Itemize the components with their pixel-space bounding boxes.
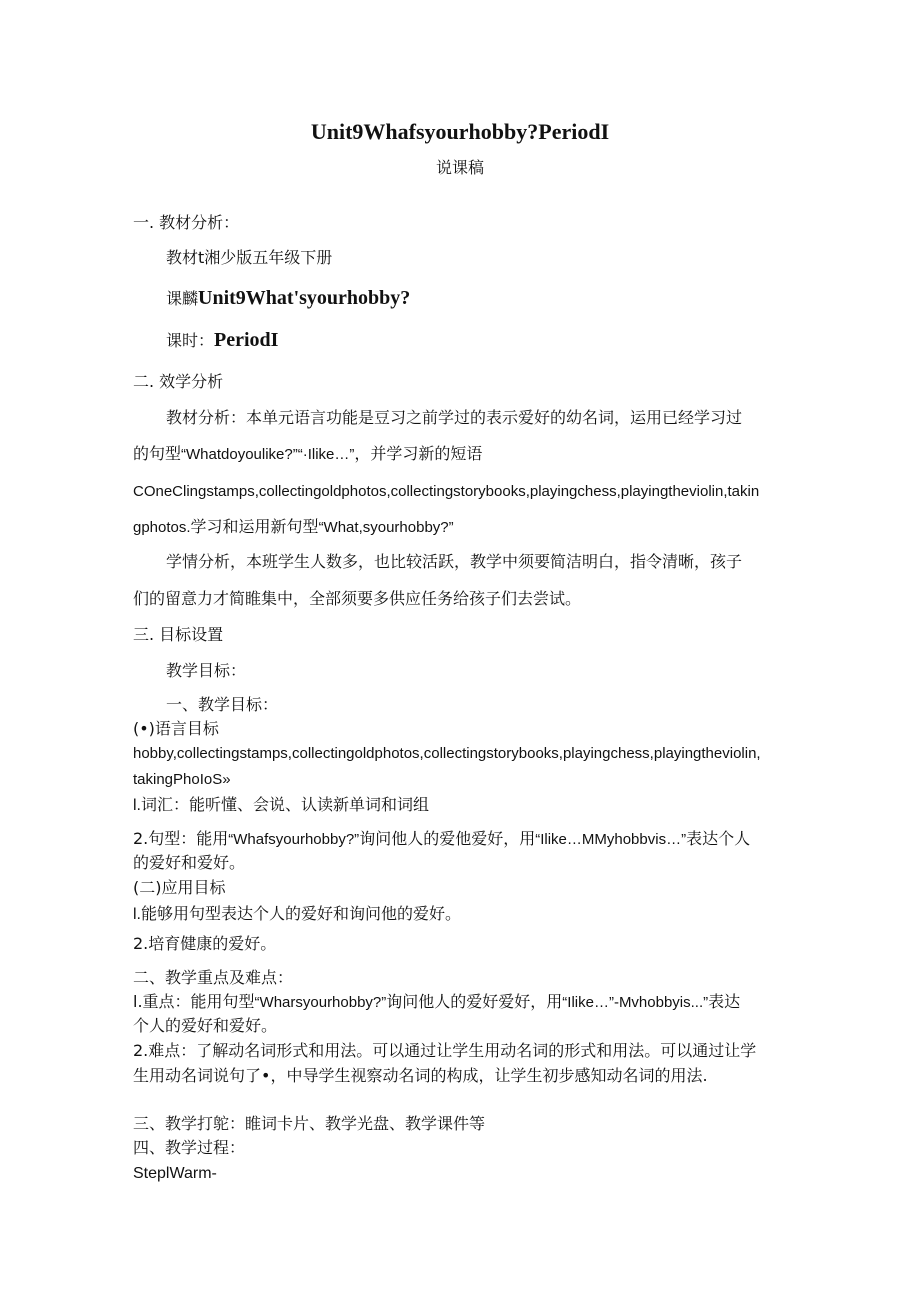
item-1-text: 词汇：能听懂、会说、认读新单词和词组 (141, 795, 430, 814)
page-subtitle: 说课稿 (435, 158, 484, 177)
vocab-line1: hobby,collectingstamps,collectingoldphotos,collectingstorybooks,playingchess,playingtheviolin, (133, 745, 761, 762)
key-1-en2: “Ilike…”-Mvhobbyis...” (562, 994, 709, 1011)
goals-label: 教学目标： (166, 661, 247, 680)
period-line (166, 330, 278, 350)
analysis-p2-line1: 学情分析，本班学生人数多，也比较活跃，教学中须要简洁明白，指令清晰，孩子 (166, 552, 743, 571)
key-1-line2: 个人的爱好和爱好。 (133, 1016, 278, 1035)
item-2-a: 2.句型：能用 (133, 829, 229, 848)
analysis-p1-line4-en: gphotos. (133, 519, 191, 536)
item-2-en: “Whafsyourhobby?” (228, 831, 360, 848)
section-3-heading: 三. 目标设置 (133, 625, 224, 644)
goals-sub1: 一、教学目标： (166, 695, 279, 714)
period-value: PeriodI (214, 329, 279, 351)
analysis-p1-line2-a: 的句型 (133, 444, 182, 463)
item-1-en: l. (133, 797, 141, 814)
vocab-line2: takingPhoIoS» (133, 771, 231, 788)
topic-label: 课麟 (166, 289, 199, 308)
analysis-p1-line1: 教材分析：本单元语言功能是豆习之前学过的表示爱好的幼名词，运用已经学习过 (166, 408, 743, 427)
difficulty-line2: 生用动名词说句了•，中导学生视察动名词的构成，让学生初步感知动名词的用法. (133, 1066, 708, 1085)
section-1-heading: 一. 教材分析： (133, 213, 240, 232)
analysis-p1-line4-en2: “What,syourhobby?” (318, 519, 454, 536)
difficulty-line1: 2.难点：了解动名词形式和用法。可以通过让学生用动名词的形式和用法。可以通过让学 (133, 1041, 757, 1060)
analysis-p1-line2-en: “Whatdoyoulike?”“·Ilike…” (181, 446, 355, 463)
language-goal: (•)语言目标 (133, 719, 219, 738)
key-1-line1 (133, 994, 740, 1010)
textbook-line: 教材t湘少版五年级下册 (166, 248, 333, 267)
item-2-b: 询问他人的爱他爱好，用 (359, 829, 536, 848)
topic-line (166, 288, 410, 308)
section-4-heading: 四、教学过程： (133, 1138, 246, 1157)
analysis-p1-line3: COneClingstamps,collectingoldphotos,collectingstorybooks,playingchess,playingtheviolin,takin (133, 483, 760, 500)
analysis-p1-line4 (133, 519, 454, 535)
key-heading: 二、教学重点及难点： (133, 968, 294, 987)
key-1-en: “Wharsyourhobby?” (254, 994, 387, 1011)
item-2-line1 (133, 831, 750, 847)
key-1-c: 表达 (708, 992, 741, 1011)
analysis-p1-line2 (133, 446, 482, 462)
analysis-p2-line2: 们的留意力才简睢集中，全部须要多供应任务给孩子们去尝试。 (133, 589, 582, 608)
topic-value: Unit9What'syourhobby? (198, 287, 411, 309)
apply-2: 2.培育健康的爱好。 (133, 934, 277, 953)
section-2-heading: 二. 效学分析 (133, 372, 224, 391)
analysis-p1-line2-b: ，并学习新的短语 (354, 444, 483, 463)
apply-goal: (二)应用目标 (133, 878, 226, 897)
apply-1 (133, 906, 461, 923)
page-title: Unit9Whafsyourhobby?PeriodI (310, 119, 610, 144)
section-3b-heading: 三、教学打鸵：睢词卡片、教学光盘、教学课件等 (133, 1114, 486, 1133)
apply-1-text: 能够用句型表达个人的爱好和询问他的爱好。 (141, 904, 462, 923)
step-1: SteplWarm- (133, 1165, 217, 1182)
item-2-en2: “Ilike…MMyhobbvis…” (535, 831, 687, 848)
period-label: 课时： (166, 331, 215, 350)
analysis-p1-line4-b: 学习和运用新句型 (190, 517, 319, 536)
item-1 (133, 797, 429, 814)
key-1-b: 询问他人的爱好爱好，用 (386, 992, 563, 1011)
key-1-a: l.重点：能用句型 (133, 992, 255, 1011)
item-2-c: 表达个人 (686, 829, 751, 848)
item-2-line2: 的爱好和爱好。 (133, 853, 246, 872)
apply-1-en: l. (133, 906, 141, 923)
